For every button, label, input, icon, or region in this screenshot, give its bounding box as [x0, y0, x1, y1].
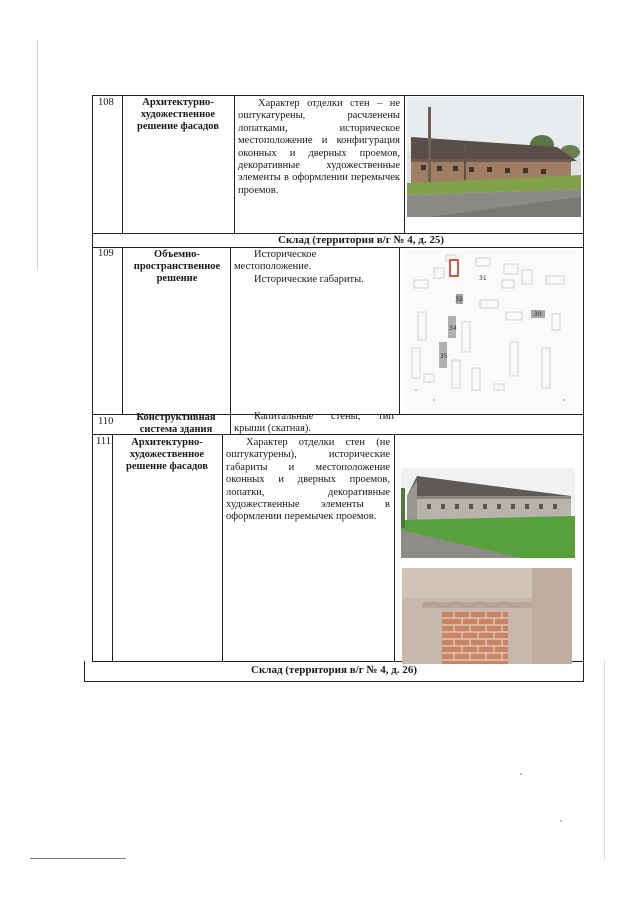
row-description-text: Капитальные стены; тип крыши (скатная). [234, 411, 394, 435]
row-number: 109 [98, 248, 114, 259]
map-label: 32 [455, 296, 463, 303]
section-heading: Склад (территория в/г № 4, д. 26) [251, 664, 417, 676]
table-border-top [92, 95, 584, 96]
table-border-right [583, 95, 584, 681]
row-description [226, 437, 390, 524]
map-label: 35 [440, 353, 448, 360]
col-divider [234, 95, 235, 233]
map-label: 34 [449, 325, 457, 332]
row-description-text: Исторические габариты. [254, 273, 364, 285]
row-label: Архитектурно-художественное решение фасадов [126, 437, 208, 472]
row-description-text: Историческое местоположение. [234, 249, 317, 273]
section-heading: Склад (территория в/г № 4, д. 25) [278, 234, 444, 246]
row-divider [92, 247, 584, 248]
row-description [238, 98, 400, 197]
col-divider [122, 247, 123, 414]
row-description-text: Характер отделки стен – не оштукатурены, расчленены лопатками, историческое местоположение и конфигурация оконных и дверных проемов, декоративные художественные элементы в оформлении перемычек проемов. [238, 98, 400, 196]
table-border-bottom [84, 681, 584, 682]
row-number: 110 [98, 416, 114, 427]
row-number: 108 [98, 97, 114, 108]
col-divider [222, 434, 223, 661]
map-label: 31 [479, 275, 487, 282]
row-description [234, 410, 394, 435]
col-divider [399, 247, 400, 414]
warehouse-photo-26 [401, 468, 575, 558]
col-divider [394, 434, 395, 661]
col-divider [122, 95, 123, 233]
col-divider [112, 434, 113, 661]
table-border-left-lower [84, 661, 85, 681]
table-border-left [92, 95, 93, 661]
map-label: 30 [534, 311, 542, 318]
row-label: Объемно-пространственное решение [133, 249, 221, 284]
row-number: 111 [96, 436, 111, 447]
row-label: Конструктивная система здания [136, 412, 216, 435]
warehouse-photo-25 [407, 97, 581, 217]
row-description-text: Характер отделки стен (не оштукатурены), исторические габариты и местоположение оконных и дверных проемов, лопатки, декоративные художественные элементы в оформлении перемычек проемов. [226, 437, 390, 523]
site-plan-map [404, 250, 580, 410]
row-label: Архитектурно-художественное решение фасадов [137, 97, 219, 132]
col-divider [404, 95, 405, 233]
wall-detail-photo [402, 568, 572, 664]
row-description [234, 249, 394, 286]
col-divider [230, 247, 231, 434]
